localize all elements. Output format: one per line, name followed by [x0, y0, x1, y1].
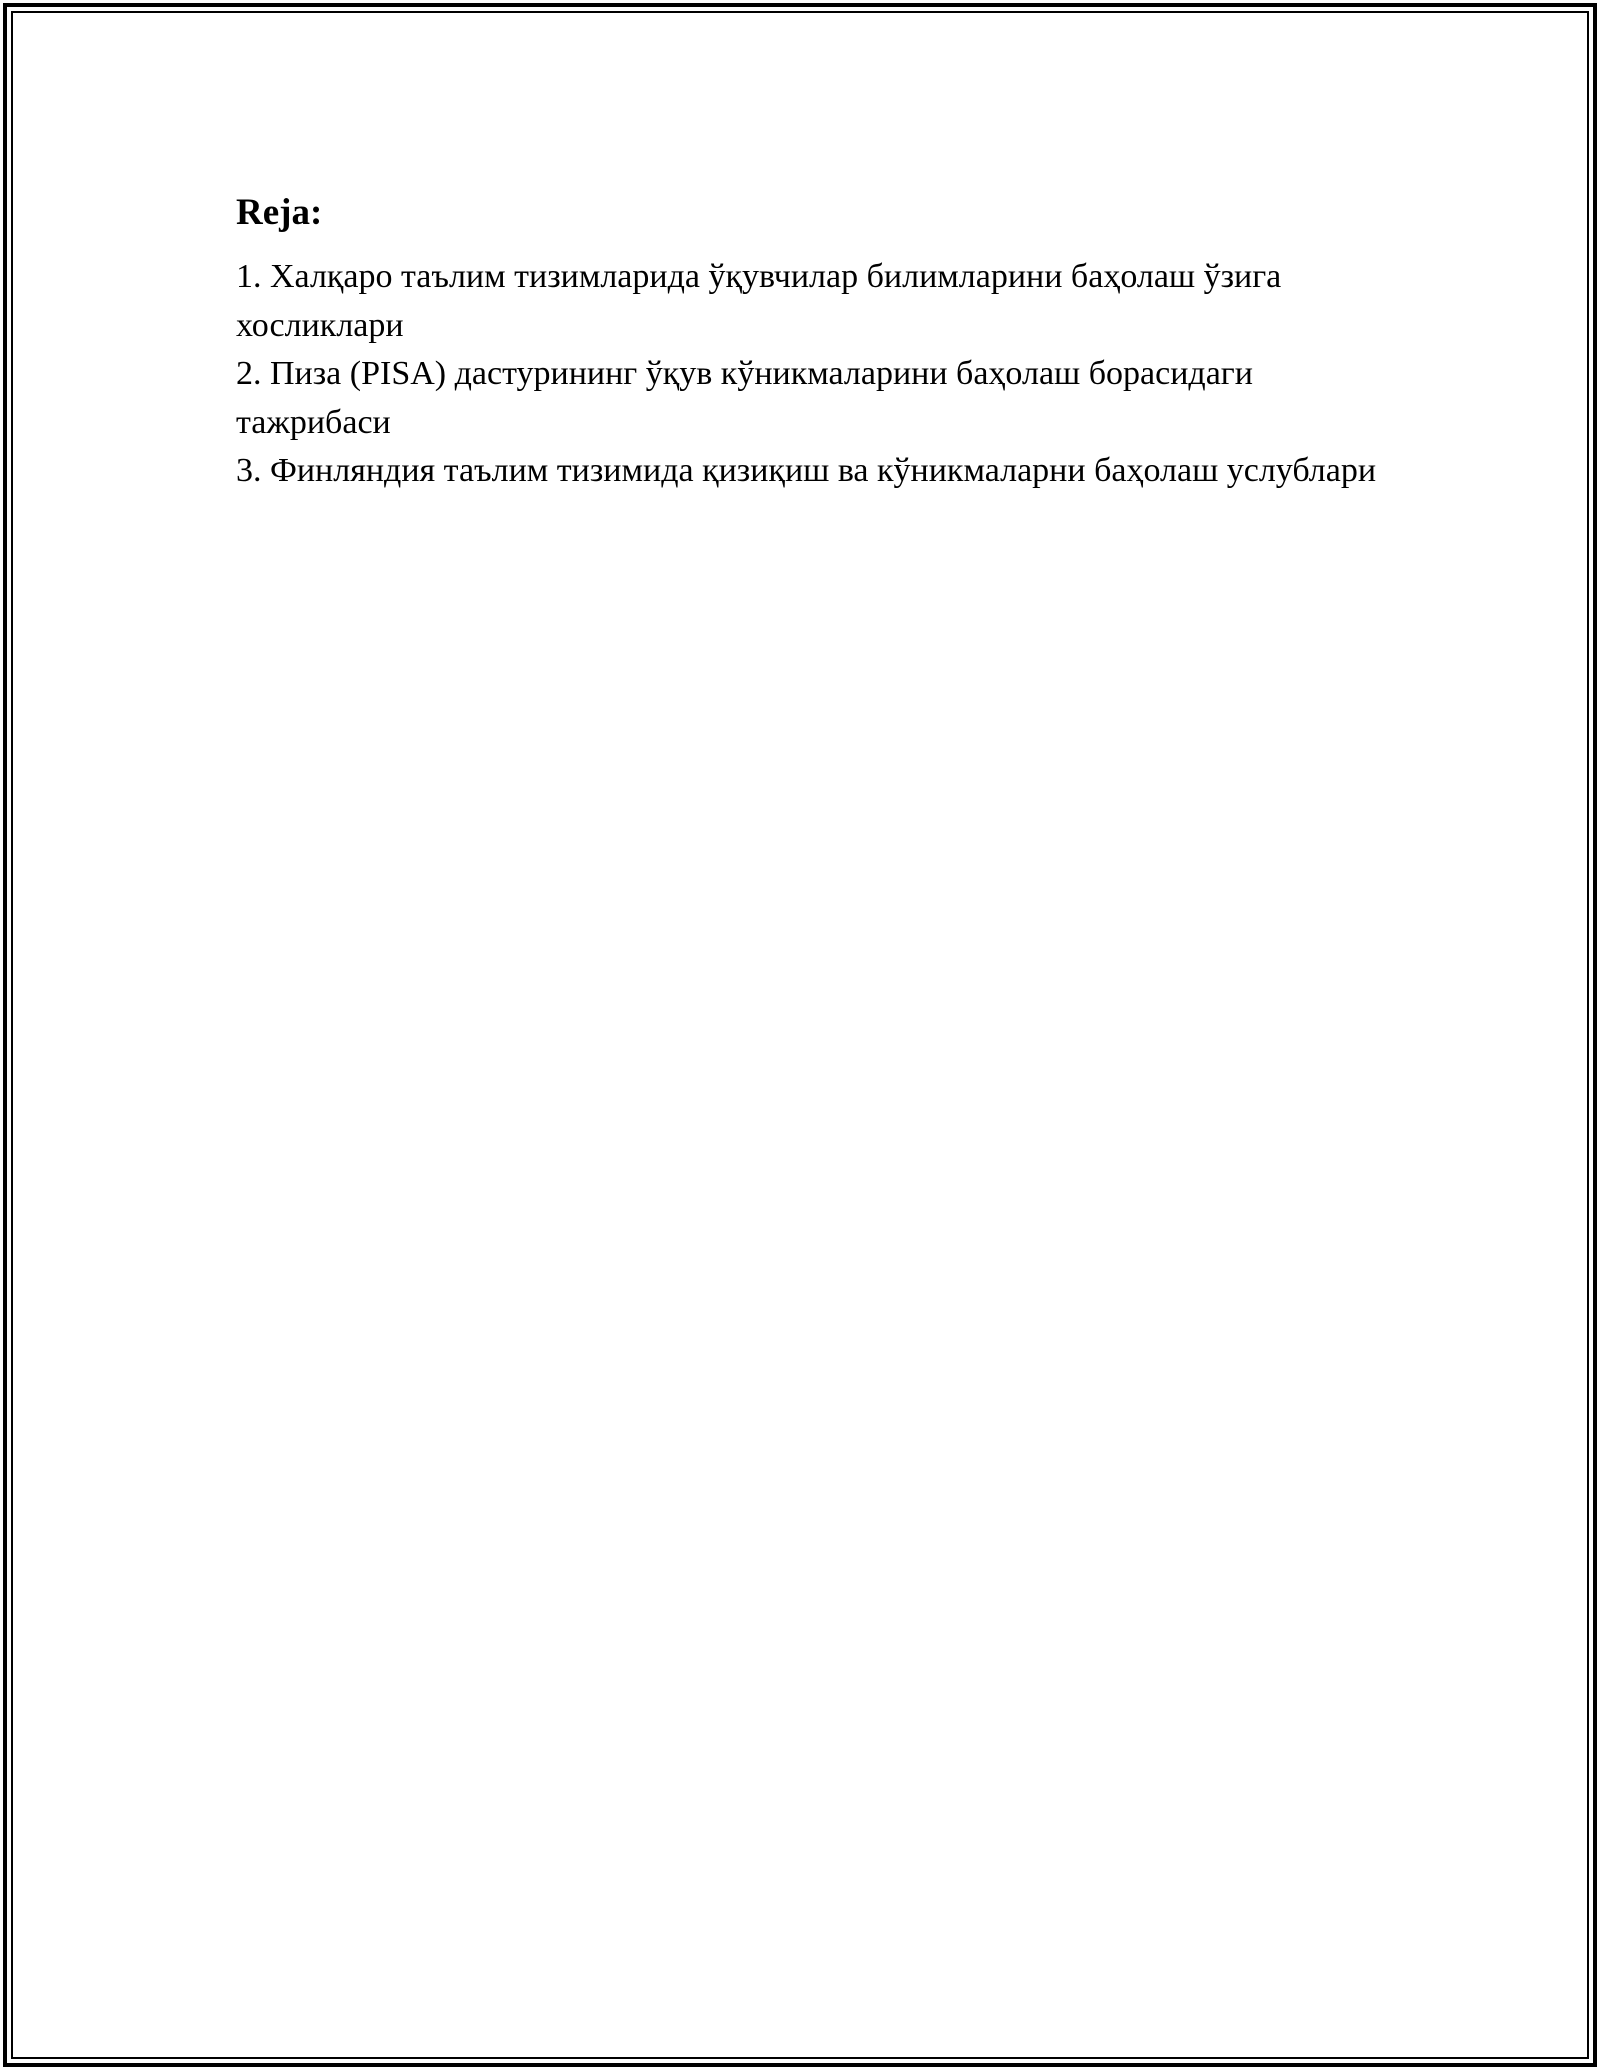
plan-item-2: 2. Пиза (PISA) дастурининг ўқув кўникмаларини баҳолаш борасидаги тажрибаси — [236, 355, 1253, 441]
plan-item-1: 1. Халқаро таълим тизимларида ўқувчилар билимларини баҳолаш ўзига хосликлари — [236, 258, 1282, 344]
plan-list — [236, 253, 1396, 496]
plan-item-3: 3. Финляндия таълим тизимида қизиқиш ва кўникмаларни баҳолаш услублари — [236, 452, 1377, 489]
plan-heading: Reja: — [236, 192, 323, 233]
page-content — [236, 185, 1396, 496]
